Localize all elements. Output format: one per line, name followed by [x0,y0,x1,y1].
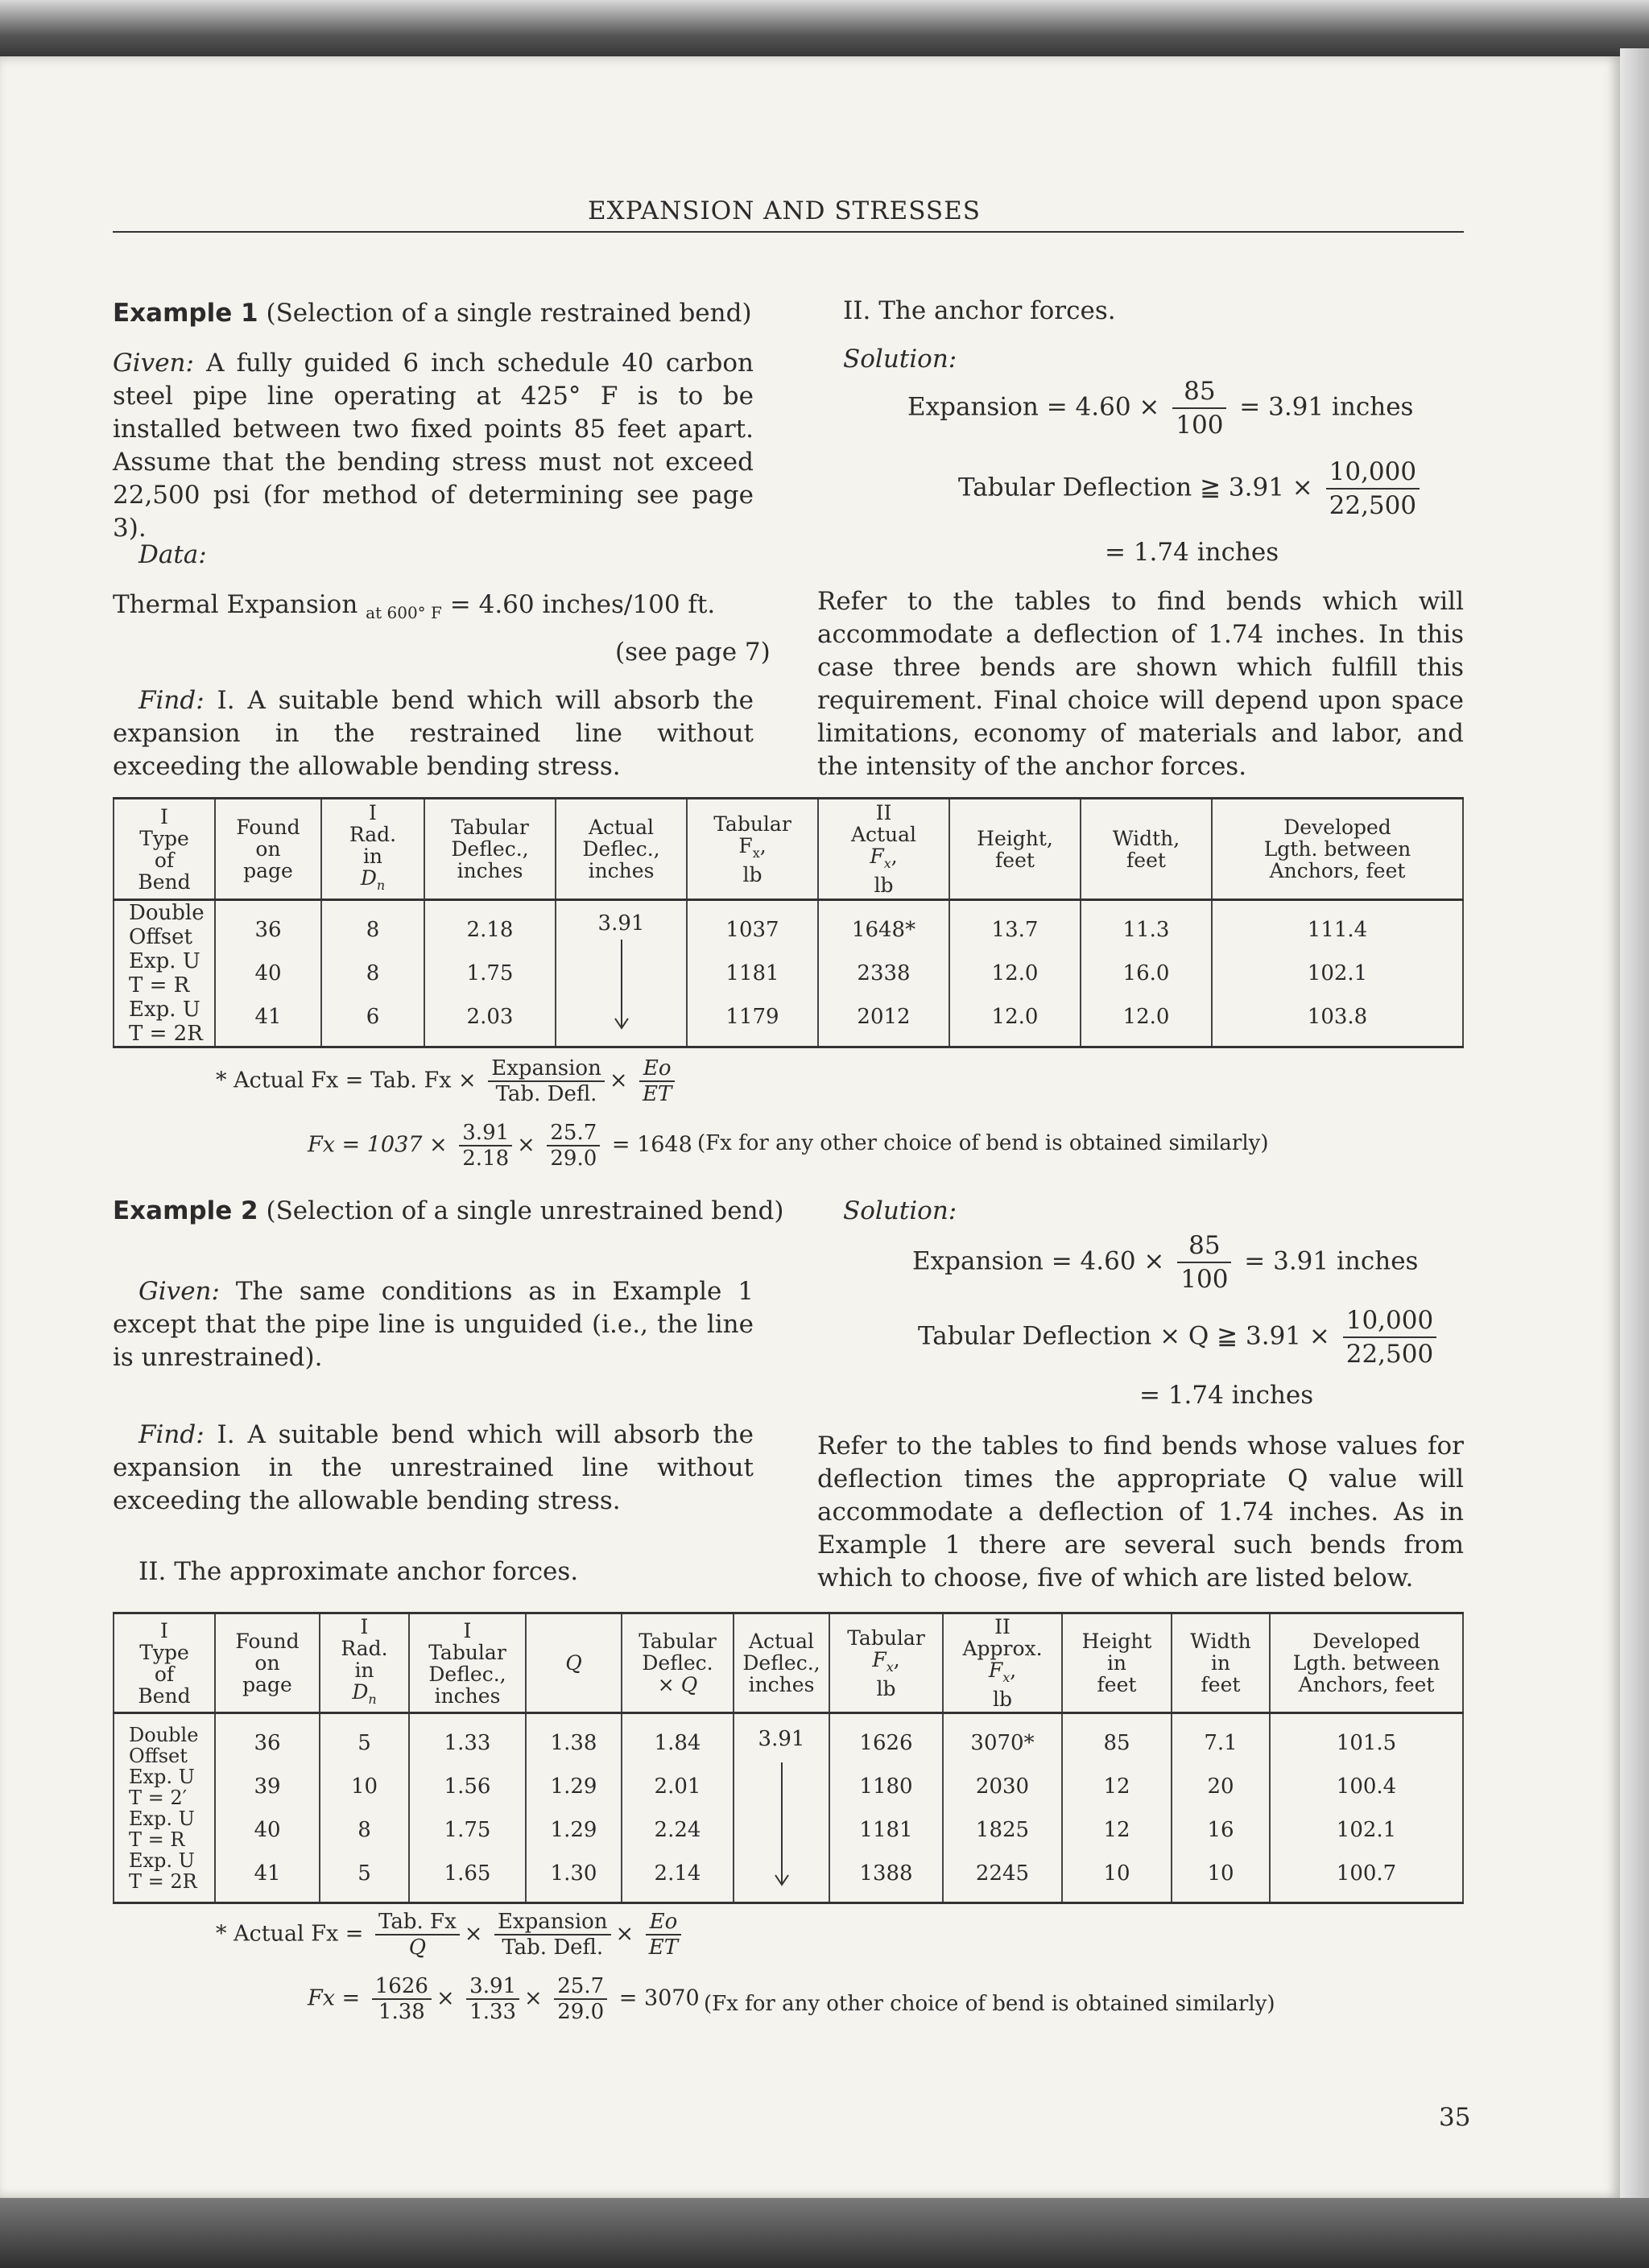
example2-tabdef-result: = 1.74 inches [1139,1381,1314,1410]
col-height-2: Height in feet [1062,1613,1172,1713]
table-cell: 20 [1207,1774,1234,1799]
example2-refer: Refer to the tables to find bends whose values for deflection times the appropriate Q value will accommodate a deflection of 1.74 inches. As in Example 1 there are several such bends from which to choose, five of which are listed below. [817,1431,1464,1593]
col-rad-2: I Rad. in $D_n$ [320,1613,409,1713]
example1-heading-note: (Selection of a single restrained bend) [266,299,752,328]
table-cell: 1.65 [444,1861,491,1886]
table-cell: 41 [254,1861,281,1886]
thermal-label: Thermal Expansion [113,590,358,619]
table-cell: Exp. U T = R [129,949,200,998]
table-cell: 1.75 [444,1817,491,1842]
calc-f2-num: 25.7 [547,1121,600,1146]
footnote-f2-den: ET [643,1082,672,1106]
col-length: Developed Lgth. between Anchors, feet [1212,799,1463,900]
table-cell: 6 [366,1005,380,1029]
actual-defl-cell [556,900,687,1047]
example2-solution-label: Solution: [843,1196,957,1225]
actual-defl-value-2: 3.91 [758,1727,805,1751]
tabdef-den-2: 22,500 [1345,1340,1434,1369]
table-cell: 2.14 [654,1861,701,1886]
col-actual-defl: Actual Deflec., inches [556,799,687,900]
table-cell: Double Offset [129,1723,199,1767]
table-cell: Double Offset [129,901,205,949]
calc-f2-den: 29.0 [550,1146,597,1171]
find-label: Find: [138,686,205,715]
given-text-2: The same conditions as in Example 1 except that the pipe line is unguided (i.e., the line is unrestrained). [113,1277,754,1372]
col-actual-defl-2: Actual Deflec., inches [734,1613,829,1713]
calc-f0-num-2: 1626 [372,1974,432,2000]
footnote-f2-den-2: ET [648,1935,679,1960]
page-number: 35 [1439,2103,1471,2132]
table-cell: 12.0 [991,961,1039,985]
given-label-2: Given: [138,1277,220,1306]
thermal-sub: at 600° F [366,603,442,623]
expansion-den-2: 100 [1180,1265,1229,1294]
found-values-2 [215,1713,320,1903]
table-cell: 2245 [975,1861,1030,1886]
table-cell: 1648* [851,918,916,942]
col-found: Found on page [215,799,321,900]
tabdef-num: 10,000 [1326,456,1420,490]
table-cell: 101.5 [1336,1730,1397,1755]
table-cell: 16 [1207,1817,1234,1842]
example1-tabdef-eq [958,456,1424,522]
col-tab-fx: Tabular $F_x$, lb [687,799,818,900]
calc-f1-den: 2.18 [462,1146,510,1171]
table-cell: 8 [357,1817,371,1842]
tab-fx-values [687,900,818,1047]
length-values [1212,900,1463,1047]
table-cell: 1388 [859,1861,913,1886]
table-cell: 2.18 [466,918,514,942]
width-values-2 [1172,1713,1270,1903]
thermal-expansion-line [113,589,715,630]
example1-tabdef-result: = 1.74 inches [1105,538,1279,567]
example1-table [113,797,1464,1048]
example2-tabdef-eq [918,1304,1441,1370]
table-cell: 103.8 [1307,1005,1368,1029]
length-values-2 [1270,1713,1463,1903]
example1-refer: Refer to the tables to find bends which will accommodate a deflection of 1.74 inches. In this case three bends are shown which fulfill this requirement. Final choice will depend upon space limitations, economy of materials and labor, and the intensity of the anchor forces. [817,587,1464,781]
example1-expansion-eq [907,375,1413,441]
find-text-2: I. A suitable bend which will absorb the expansion in the unrestrained line without exceeding the allowable bending stress. [113,1420,754,1515]
table-cell: 5 [357,1730,371,1755]
table-cell: 3070* [970,1730,1035,1755]
expansion-num-2: 85 [1177,1229,1231,1263]
example1-heading-line [113,297,752,330]
table-cell: 13.7 [991,918,1039,942]
running-header: EXPANSION AND STRESSES [588,196,981,225]
approx-fx-values [943,1713,1062,1903]
table-cell: 1.29 [550,1774,597,1799]
col-approx-fx: II Approx. $F_x$, lb [943,1613,1062,1713]
thermal-value: = 4.60 inches/100 ft. [449,590,716,619]
page-edge [1620,48,1649,2222]
table-cell: 2.01 [654,1774,701,1799]
table-cell: Exp. U T = 2′ [129,1765,195,1809]
table-cell: Exp. U T = 2R [129,998,203,1046]
col-length-2: Developed Lgth. between Anchors, feet [1270,1613,1463,1713]
col-tab-defl-2: I Tabular Deflec., inches [409,1613,526,1713]
footnote-lhs-2: * Actual Fx = [216,1921,364,1947]
table-cell: 10 [350,1774,378,1799]
table-cell: Exp. U T = 2R [129,1849,197,1893]
calc-f1-num-2: 3.91 [466,1974,519,2000]
example2-given [113,1275,754,1374]
table-cell: 2012 [857,1005,911,1029]
book-binding-bottom [0,2198,1649,2268]
example1-footnote: * Actual Fx = Tab. Fx × $\frac{\text{Expansion}}{\text{Tab. Defl.}}$ × $\frac{Eo}{ET}$ [216,1056,680,1106]
col-type: I Type of Bend [114,799,215,900]
table-cell: 36 [254,918,282,942]
find-label-2: Find: [138,1420,205,1449]
calc-result: = 1648 [611,1132,692,1158]
table-cell: 10 [1103,1861,1130,1886]
example1-calc-note: (Fx for any other choice of bend is obtained similarly) [697,1131,1269,1155]
example2-part2: II. The approximate anchor forces. [138,1557,579,1586]
col-tab-defl: Tabular Deflec., inches [424,799,556,900]
book-binding-top [0,0,1649,64]
table-cell: 12.0 [991,1005,1039,1029]
table-cell: 8 [366,961,380,985]
calc-f2-num-2: 25.7 [554,1974,607,2000]
header-rule [113,231,1464,233]
footnote-f0-den-2: Q [408,1935,427,1960]
table-cell: 1.33 [444,1730,491,1755]
given-label: Given: [113,349,194,378]
footnote-lhs: * Actual Fx = Tab. Fx × [216,1068,477,1093]
expansion-rhs-2: = 3.91 inches [1244,1246,1419,1276]
col-actual-fx: II Actual $F_x$, lb [818,799,949,900]
example2-heading-note: (Selection of a single unrestrained bend) [266,1196,784,1225]
actual-defl-cell-2 [734,1713,829,1903]
footnote-f1-den-2: Tab. Defl. [502,1935,604,1960]
found-values [215,900,321,1047]
table-cell: 102.1 [1336,1817,1397,1842]
expansion-num: 85 [1172,375,1226,409]
tab-defl-values [424,900,556,1047]
tabdef-lhs: Tabular Deflection ≧ 3.91 × [958,473,1313,502]
table-cell: 5 [357,1861,371,1886]
table-cell: 2338 [857,961,911,985]
table-cell: 102.1 [1307,961,1368,985]
col-found-2: Found on page [215,1613,320,1713]
example2-calc: Fx = $\frac{1626}{1.38}$ × $\frac{3.91}{1.33}$ × $\frac{25.7}{29.0}$ = 3070 [308,1974,700,2024]
calc-f0-den-2: 1.38 [378,2000,425,2024]
rad-values [321,900,424,1047]
table-cell: 1.56 [444,1774,491,1799]
tab-defl-q-values [622,1713,734,1903]
table-cell: 1626 [859,1730,913,1755]
q-values [526,1713,622,1903]
example1-calc: Fx = 1037 × $\frac{3.91}{2.18}$ × $\frac{25.7}{29.0}$ = 1648 [308,1121,692,1171]
table-cell: 2.03 [466,1005,514,1029]
example1-find [113,684,754,783]
table-cell: 100.4 [1336,1774,1397,1799]
table-cell: 1180 [859,1774,913,1799]
col-width: Width, feet [1081,799,1212,900]
table-cell: 1.30 [550,1861,597,1886]
expansion-lhs: Expansion = 4.60 × [907,392,1160,422]
col-type-2: I Type of Bend [114,1613,215,1713]
example2-footnote: * Actual Fx = $\frac{\text{Tab. Fx}}{Q}$ × $\frac{\text{Expansion}}{\text{Tab. Defl.}}$ × $\frac{Eo}{ET}$ [216,1910,686,1960]
table-cell: 2030 [975,1774,1030,1799]
example2-expansion-eq [912,1229,1418,1295]
table-cell: 39 [254,1774,281,1799]
calc-f2-den-2: 29.0 [557,2000,605,2024]
col-q: Q [526,1613,622,1713]
table-cell: 1825 [975,1817,1030,1842]
calc-f1-den-2: 1.33 [469,2000,517,2024]
table-cell: 1181 [859,1817,913,1842]
table-cell: 1.84 [654,1730,701,1755]
table-cell: Exp. U T = R [129,1807,195,1851]
actual-fx-values [818,900,949,1047]
footnote-f0-num-2: Tab. Fx [375,1910,460,1935]
width-values [1081,900,1212,1047]
example2-find [113,1419,754,1518]
footnote-f1-num-2: Expansion [494,1910,611,1935]
bend-types [114,900,215,1047]
table-cell: 1.75 [466,961,514,985]
example2-heading: Example 2 [113,1196,258,1225]
actual-defl-value: 3.91 [597,911,645,936]
bend-types-2 [114,1713,215,1903]
tabdef-lhs-2: Tabular Deflection × Q ≧ 3.91 × [918,1321,1330,1351]
table-cell: 11.3 [1122,918,1170,942]
rad-values-2 [320,1713,409,1903]
data-label: Data: [138,540,207,569]
table-cell: 1.29 [550,1817,597,1842]
tabdef-den: 22,500 [1329,491,1417,520]
col-tab-fx-2: Tabular $F_x$, lb [829,1613,943,1713]
down-arrow-icon [605,936,638,1033]
col-height: Height, feet [949,799,1081,900]
tab-defl-values-2 [409,1713,526,1903]
table-cell: 1.38 [550,1730,597,1755]
example1-part2: II. The anchor forces. [843,296,1116,325]
table-cell: 10 [1207,1861,1234,1886]
calc-lhs-2: Fx = [308,1985,361,2011]
example2-calc-note: (Fx for any other choice of bend is obtained similarly) [704,1992,1275,2016]
find-text: I. A suitable bend which will absorb the expansion in the restrained line without exceeding the allowable bending stress. [113,686,754,781]
table-cell: 100.7 [1336,1861,1397,1886]
footnote-f2-num-2: Eo [646,1910,681,1935]
table-cell: 8 [366,918,380,942]
height-values [949,900,1081,1047]
table-cell: 1037 [725,918,779,942]
example1-solution-label: Solution: [843,345,957,374]
calc-f1-num: 3.91 [459,1121,512,1146]
table-cell: 36 [254,1730,281,1755]
table-cell: 40 [254,961,282,985]
tab-fx-values-2 [829,1713,943,1903]
col-width-2: Width in feet [1172,1613,1270,1713]
table-cell: 1179 [725,1005,779,1029]
example2-table [113,1612,1464,1904]
expansion-den: 100 [1176,411,1224,440]
example1-given [113,347,754,545]
calc-result-2: = 3070 [618,1985,700,2011]
table-cell: 2.24 [654,1817,701,1842]
height-values-2 [1062,1713,1172,1903]
col-rad: I Rad. in $D_n$ [321,799,424,900]
table-cell: 16.0 [1122,961,1170,985]
expansion-rhs: = 3.91 inches [1239,392,1414,422]
given-text: A fully guided 6 inch schedule 40 carbon steel pipe line operating at 425° F is to be installed between two fixed points 85 feet apart. Assume that the bending stress must not exceed 22,500 psi (for method of determining see page 3). [113,349,754,543]
table-cell: 40 [254,1817,281,1842]
table-cell: 85 [1103,1730,1130,1755]
example2-heading-line [113,1195,783,1228]
see-page-ref: (see page 7) [615,638,771,667]
table-cell: 12.0 [1122,1005,1170,1029]
table-cell: 12 [1103,1774,1130,1799]
footnote-f2-num: Eo [639,1056,675,1082]
table-cell: 111.4 [1307,918,1368,942]
calc-lhs: Fx = 1037 × [308,1132,448,1158]
table-cell: 7.1 [1204,1730,1238,1755]
col-tab-defl-q: Tabular Deflec. × Q [622,1613,734,1713]
down-arrow-icon [766,1750,798,1886]
table-cell: 12 [1103,1817,1130,1842]
footnote-f1-num: Expansion [488,1056,605,1082]
example1-heading: Example 1 [113,299,258,328]
expansion-lhs-2: Expansion = 4.60 × [912,1246,1165,1276]
table-cell: 41 [254,1005,282,1029]
footnote-f1-den: Tab. Defl. [495,1082,597,1106]
tabdef-num-2: 10,000 [1343,1304,1436,1338]
table-cell: 1181 [725,961,779,985]
